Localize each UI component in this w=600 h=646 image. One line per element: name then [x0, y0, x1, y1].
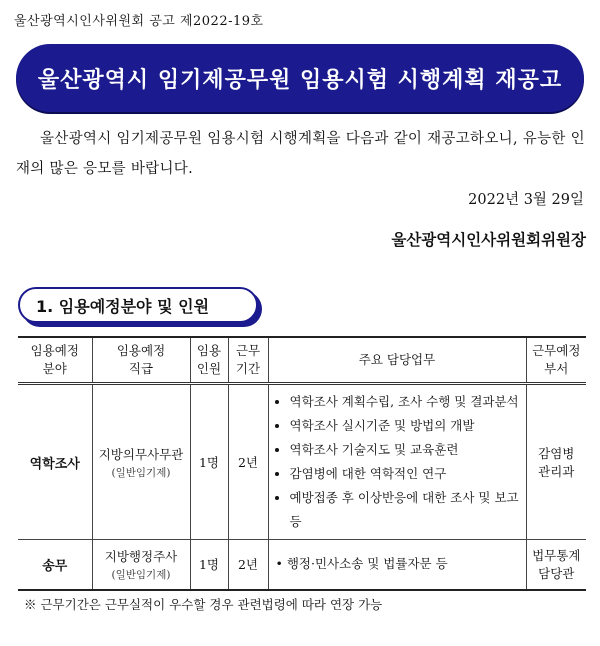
section-heading	[18, 287, 258, 323]
duty-item: • 행정·민사소송 및 법률자문 등	[275, 556, 448, 572]
grade-cell: 지방행정주사 (일반임기제)	[92, 540, 190, 590]
duty-item: • 역학조사 기술지도 및 교육훈련	[290, 438, 523, 462]
period-cell: 2년	[228, 540, 268, 590]
duty-item: • 예방접종 후 이상반응에 대한 조사 및 보고 등	[290, 486, 523, 534]
issuing-authority: 울산광역시인사위원회위원장	[391, 231, 586, 249]
field-cell: 역학조사	[18, 384, 92, 540]
duty-item: • 감염병에 대한 역학적인 연구	[290, 462, 523, 486]
title-banner	[16, 44, 584, 112]
dept-cell: 감염병 관리과	[526, 384, 586, 540]
header-duties: 주요 담당업무	[268, 337, 526, 384]
table-row	[18, 540, 586, 590]
table-header-row	[18, 337, 586, 384]
header-count: 임용 인원	[190, 337, 228, 384]
field-cell: 송무	[18, 540, 92, 590]
duty-item: • 역학조사 실시기준 및 방법의 개발	[290, 414, 523, 438]
table-row	[18, 384, 586, 540]
count-cell: 1명	[190, 384, 228, 540]
header-period: 근무 기간	[228, 337, 268, 384]
announcement-date: 2022년 3월 29일	[468, 192, 584, 208]
section-title: 1. 임용예정분야 및 인원	[36, 296, 210, 316]
page-title: 울산광역시 임기제공무원 임용시험 시행계획 재공고	[37, 67, 563, 93]
intro-paragraph: 울산광역시 임기제공무원 임용시험 시행계획을 다음과 같이 재공고하오니, 유능한 인재의 많은 응모를 바랍니다.	[16, 131, 585, 177]
footnote: ※ 근무기간은 근무실적이 우수할 경우 관련법령에 따라 연장 가능	[24, 597, 383, 612]
dept-cell: 법무통계 담당관	[526, 540, 586, 590]
duties-cell	[268, 540, 526, 590]
header-field: 임용예정 분야	[18, 337, 92, 384]
duties-cell	[268, 384, 526, 540]
header-dept: 근무예정 부서	[526, 337, 586, 384]
period-cell: 2년	[228, 384, 268, 540]
duty-item: • 역학조사 계획수립, 조사 수행 및 결과분석	[290, 390, 523, 414]
notice-number: 울산광역시인사위원회 공고 제2022-19호	[14, 14, 264, 29]
grade-cell: 지방의무사무관 (일반임기제)	[92, 384, 190, 540]
header-grade: 임용예정 직급	[92, 337, 190, 384]
count-cell: 1명	[190, 540, 228, 590]
recruitment-table	[18, 336, 586, 591]
